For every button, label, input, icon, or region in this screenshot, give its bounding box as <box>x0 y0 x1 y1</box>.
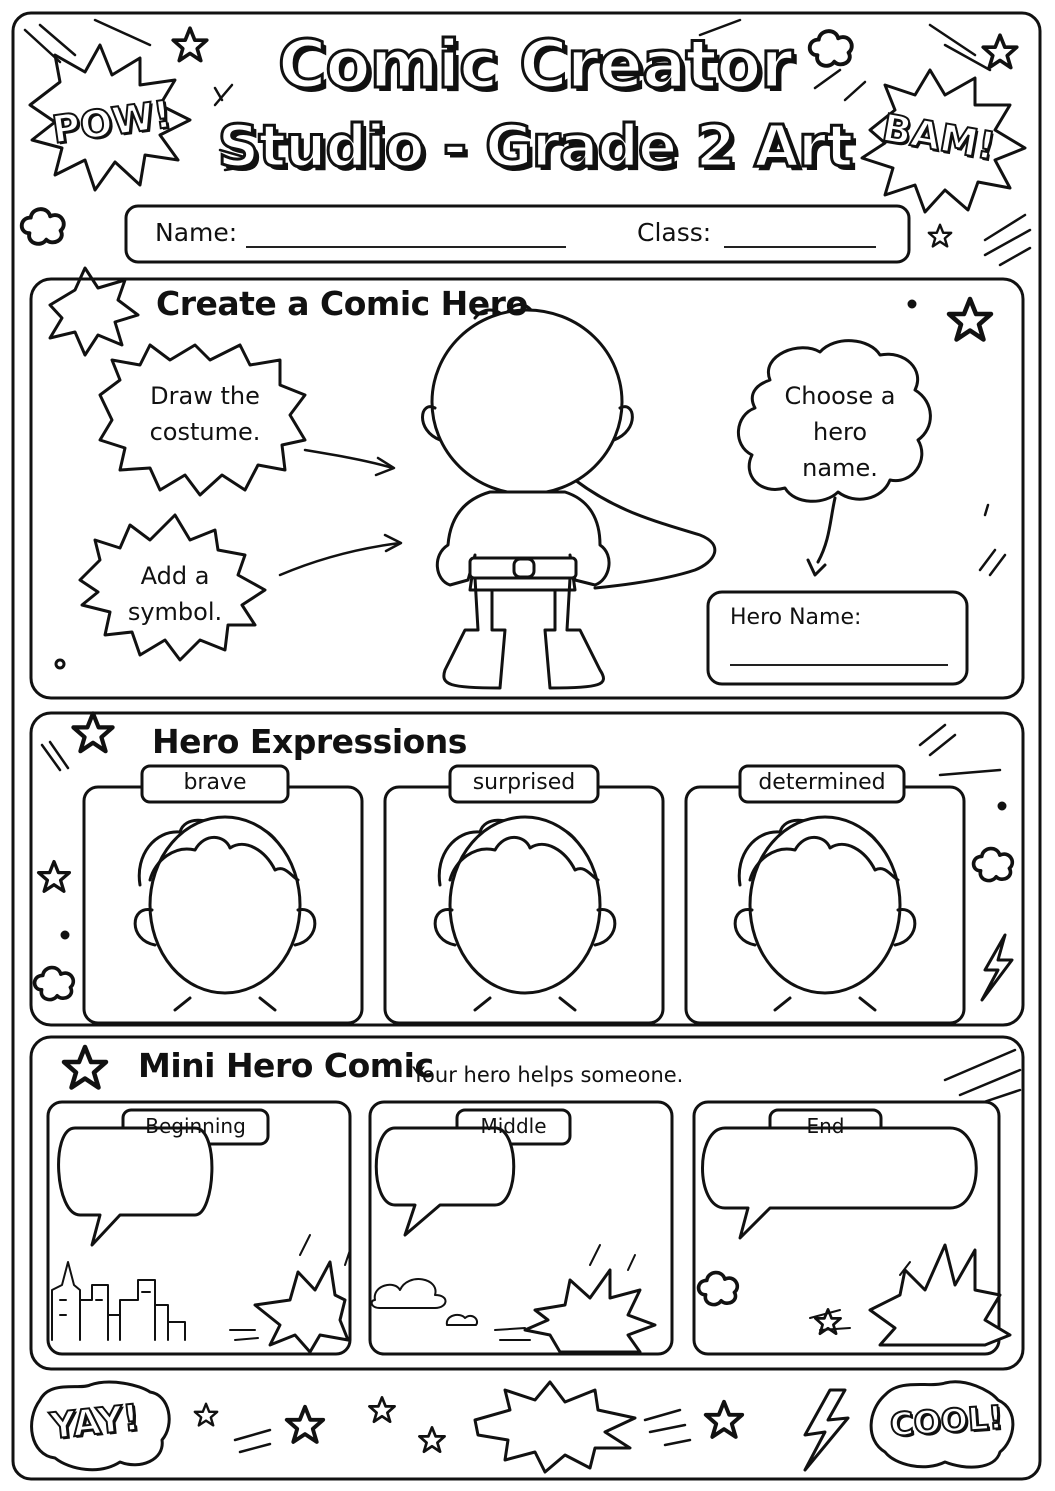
hero-name-field[interactable] <box>730 664 948 666</box>
speed-lines-icon <box>980 505 1005 575</box>
lightning-icon <box>805 1390 848 1470</box>
star-icon <box>39 862 70 892</box>
star-icon <box>983 35 1017 67</box>
star-icon <box>929 225 951 247</box>
dot-decoration <box>56 660 64 668</box>
dot-decoration <box>999 803 1005 809</box>
cloud-icon <box>974 849 1013 881</box>
bubble-symbol-text: Add a symbol. <box>127 562 223 626</box>
bubble-costume-text: Draw the costume. <box>149 382 261 446</box>
panel-label-middle: Middle <box>480 1114 547 1138</box>
yay-burst-label: YAY! <box>48 1397 142 1448</box>
bam-burst-label: BAM! <box>879 105 999 169</box>
cloud-icon <box>22 209 64 244</box>
student-info-box <box>126 206 909 262</box>
page-title-line1: Comic Creator <box>277 26 792 103</box>
name-field[interactable] <box>246 246 566 248</box>
mini-comic-title: Mini Hero Comic <box>138 1046 434 1085</box>
arrow-icon <box>305 450 394 475</box>
expression-label-determined: determined <box>758 770 886 795</box>
lightning-icon <box>982 935 1012 1000</box>
expressions-title: Hero Expressions <box>152 722 467 761</box>
dot-decoration <box>62 932 68 938</box>
star-icon <box>195 1404 217 1426</box>
expression-label-brave: brave <box>183 770 247 795</box>
pow-burst-label: POW! <box>49 91 174 153</box>
page-title-line2: Studio - Grade 2 Art <box>217 112 853 180</box>
star-icon <box>949 299 991 340</box>
blank-hero-figure-icon <box>423 305 715 689</box>
class-field[interactable] <box>724 246 876 248</box>
dot-decoration <box>909 301 915 307</box>
star-icon <box>419 1427 444 1451</box>
cloud-icon <box>35 968 74 1000</box>
star-icon <box>706 1402 742 1437</box>
cool-burst-label: COOL! <box>888 1398 1005 1444</box>
class-label: Class: <box>637 218 712 247</box>
name-label: Name: <box>155 218 238 247</box>
footer-burst-icon <box>475 1382 635 1472</box>
panel-label-beginning: Beginning <box>145 1114 246 1138</box>
hero-name-label: Hero Name: <box>730 605 862 630</box>
expression-label-surprised: surprised <box>472 770 576 795</box>
panel-label-end: End <box>806 1114 845 1138</box>
star-icon <box>73 713 112 751</box>
section-burst-icon <box>50 268 138 355</box>
create-hero-title: Create a Comic Hero <box>156 284 528 323</box>
mini-comic-prompt: Your hero helps someone. <box>412 1063 684 1087</box>
star-icon <box>64 1047 106 1088</box>
speed-lines-icon <box>945 1050 1020 1105</box>
arrow-icon <box>280 535 401 575</box>
star-icon <box>287 1407 323 1442</box>
star-icon <box>369 1397 394 1421</box>
bubble-name-text: Choose a hero name. <box>784 382 896 482</box>
